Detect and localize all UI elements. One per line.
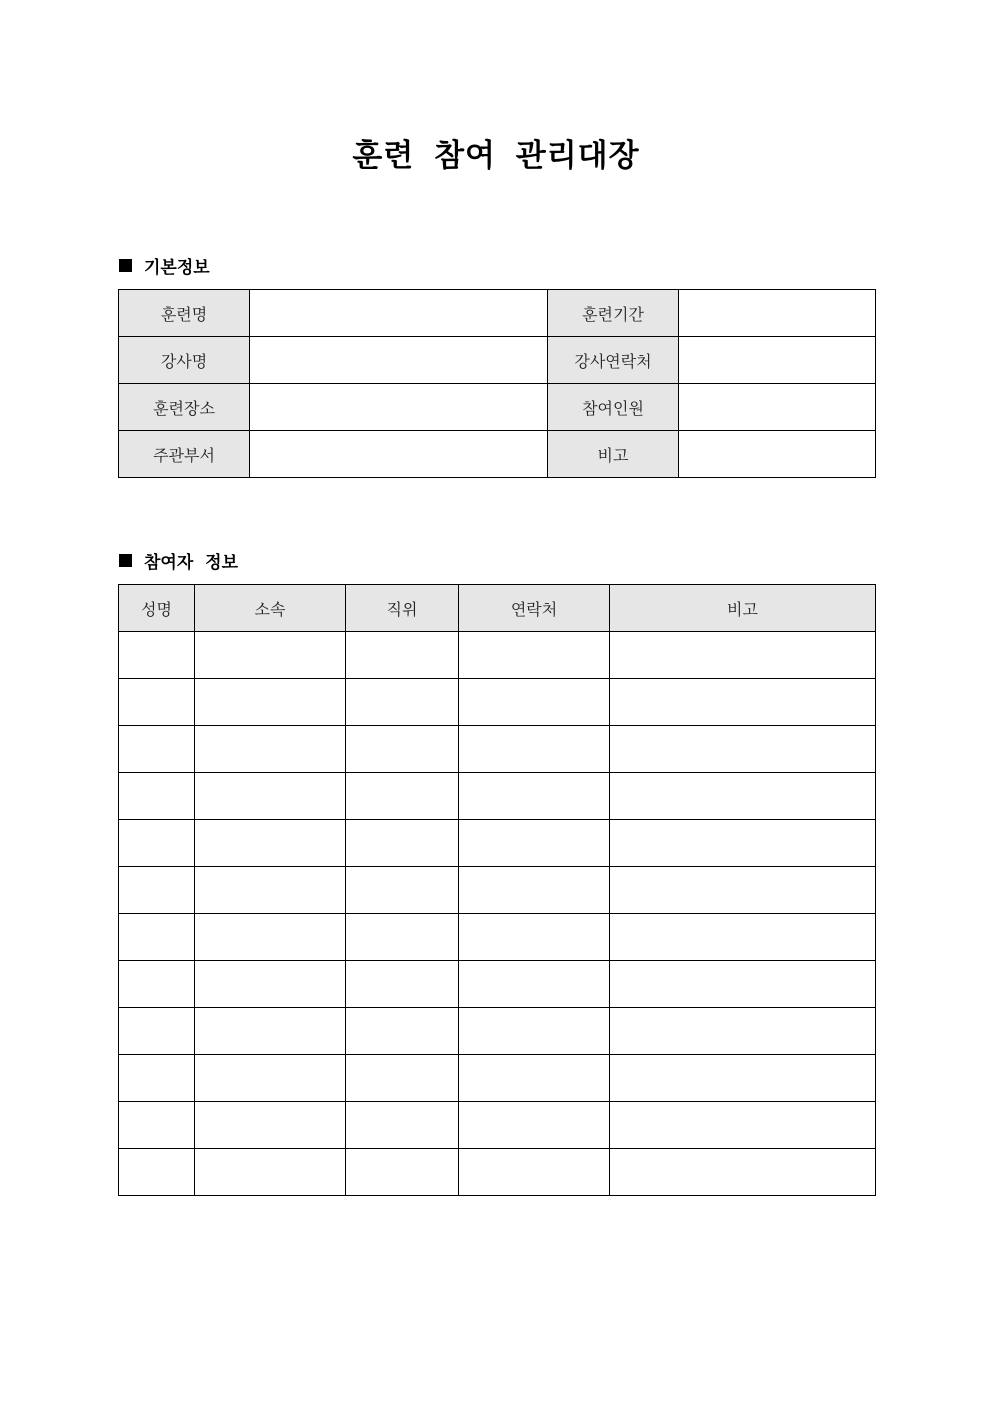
participant-cell[interactable] (610, 1149, 876, 1196)
participants-heading-label: 참여자 정보 (144, 552, 239, 573)
participant-cell[interactable] (195, 773, 346, 820)
participant-cell[interactable] (459, 820, 610, 867)
participant-cell[interactable] (459, 1055, 610, 1102)
basic-info-table (118, 289, 876, 478)
participant-cell[interactable] (610, 679, 876, 726)
info-value-field[interactable] (250, 431, 548, 478)
table-row (119, 914, 876, 961)
info-value-field[interactable] (250, 337, 548, 384)
table-row (119, 1055, 876, 1102)
participant-cell[interactable] (119, 773, 195, 820)
participant-cell[interactable] (346, 1055, 459, 1102)
info-row (119, 384, 876, 431)
info-value-field[interactable] (250, 384, 548, 431)
table-row (119, 1149, 876, 1196)
participant-cell[interactable] (195, 867, 346, 914)
info-value-field[interactable] (679, 337, 876, 384)
participant-cell[interactable] (119, 1149, 195, 1196)
participant-cell[interactable] (119, 914, 195, 961)
participant-cell[interactable] (610, 867, 876, 914)
table-row (119, 867, 876, 914)
participant-cell[interactable] (346, 773, 459, 820)
participants-header-row (119, 585, 876, 632)
info-value-field[interactable] (679, 431, 876, 478)
table-row (119, 726, 876, 773)
column-header: 성명 (119, 585, 195, 632)
table-row (119, 820, 876, 867)
square-bullet-icon (119, 259, 132, 272)
participant-cell[interactable] (346, 820, 459, 867)
participant-cell[interactable] (195, 914, 346, 961)
info-label: 주관부서 (119, 431, 250, 478)
info-row (119, 431, 876, 478)
participant-cell[interactable] (119, 679, 195, 726)
participant-cell[interactable] (119, 1055, 195, 1102)
participant-cell[interactable] (195, 1149, 346, 1196)
participant-cell[interactable] (119, 1008, 195, 1055)
participant-cell[interactable] (195, 961, 346, 1008)
participant-cell[interactable] (610, 1055, 876, 1102)
info-label: 훈련명 (119, 290, 250, 337)
column-header: 연락처 (459, 585, 610, 632)
participant-cell[interactable] (346, 632, 459, 679)
participant-cell[interactable] (459, 1008, 610, 1055)
table-row (119, 773, 876, 820)
participant-cell[interactable] (610, 914, 876, 961)
table-row (119, 679, 876, 726)
participant-cell[interactable] (610, 1102, 876, 1149)
participant-cell[interactable] (119, 961, 195, 1008)
participant-cell[interactable] (346, 726, 459, 773)
document-title: 훈련 참여 관리대장 (352, 138, 640, 174)
participant-cell[interactable] (610, 632, 876, 679)
participant-cell[interactable] (195, 1055, 346, 1102)
info-value-field[interactable] (250, 290, 548, 337)
participant-cell[interactable] (346, 867, 459, 914)
participant-cell[interactable] (346, 961, 459, 1008)
info-label: 참여인원 (548, 384, 679, 431)
table-row (119, 1008, 876, 1055)
participant-cell[interactable] (459, 1149, 610, 1196)
participant-cell[interactable] (459, 914, 610, 961)
participants-heading (119, 548, 238, 572)
participant-cell[interactable] (119, 632, 195, 679)
info-value-field[interactable] (679, 384, 876, 431)
info-row (119, 337, 876, 384)
square-bullet-icon (119, 554, 132, 567)
participant-cell[interactable] (195, 726, 346, 773)
participant-cell[interactable] (459, 867, 610, 914)
column-header: 직위 (346, 585, 459, 632)
table-row (119, 961, 876, 1008)
participant-cell[interactable] (459, 632, 610, 679)
table-row (119, 1102, 876, 1149)
table-row (119, 632, 876, 679)
info-label: 훈련기간 (548, 290, 679, 337)
participant-cell[interactable] (346, 914, 459, 961)
info-label: 강사명 (119, 337, 250, 384)
participant-cell[interactable] (610, 961, 876, 1008)
participant-cell[interactable] (610, 1008, 876, 1055)
participant-cell[interactable] (459, 679, 610, 726)
info-label: 비고 (548, 431, 679, 478)
participant-cell[interactable] (119, 726, 195, 773)
participant-cell[interactable] (195, 1102, 346, 1149)
participant-cell[interactable] (195, 1008, 346, 1055)
participant-cell[interactable] (346, 1149, 459, 1196)
participant-cell[interactable] (346, 1008, 459, 1055)
info-row (119, 290, 876, 337)
participant-cell[interactable] (195, 820, 346, 867)
basic-info-heading (119, 253, 210, 277)
participant-cell[interactable] (459, 961, 610, 1008)
participant-cell[interactable] (119, 820, 195, 867)
participant-cell[interactable] (195, 679, 346, 726)
info-value-field[interactable] (679, 290, 876, 337)
participant-cell[interactable] (610, 726, 876, 773)
basic-info-heading-label: 기본정보 (144, 257, 210, 278)
participant-cell[interactable] (346, 1102, 459, 1149)
participant-cell[interactable] (459, 773, 610, 820)
participant-cell[interactable] (610, 820, 876, 867)
info-label: 훈련장소 (119, 384, 250, 431)
participant-cell[interactable] (119, 867, 195, 914)
participant-cell[interactable] (346, 679, 459, 726)
info-label: 강사연락처 (548, 337, 679, 384)
participant-cell[interactable] (195, 632, 346, 679)
participant-cell[interactable] (459, 1102, 610, 1149)
participant-cell[interactable] (119, 1102, 195, 1149)
column-header: 소속 (195, 585, 346, 632)
participant-cell[interactable] (459, 726, 610, 773)
participants-table (118, 584, 876, 1196)
participant-cell[interactable] (610, 773, 876, 820)
column-header: 비고 (610, 585, 876, 632)
